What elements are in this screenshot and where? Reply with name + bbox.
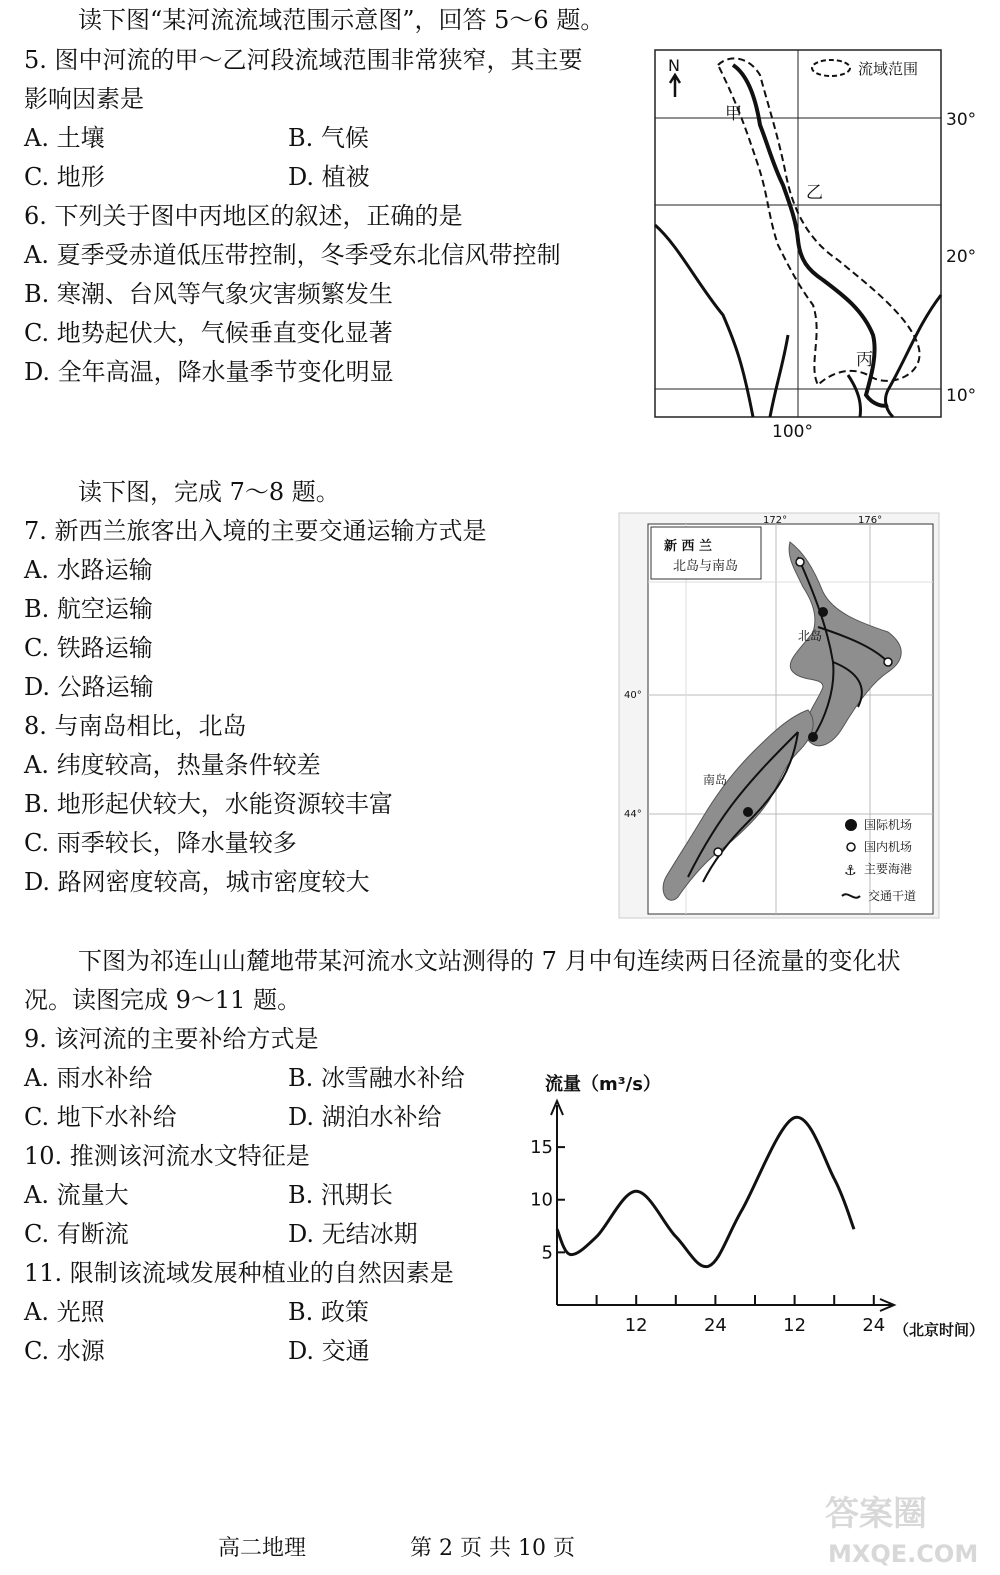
q10-option-a[interactable]: A. 流量大 (24, 1181, 129, 1209)
q8-option-a[interactable]: A. 纬度较高，热量条件较差 (24, 751, 321, 779)
legend-domestic-airport: 国内机场 (864, 840, 913, 854)
q8-option-c[interactable]: C. 雨季较长，降水量较多 (24, 829, 297, 857)
y-tick-label-15: 15 (530, 1137, 553, 1159)
chart-xlabel: （北京时间） (894, 1321, 985, 1339)
x-tick-label-2: 24 (703, 1315, 727, 1336)
q10-option-d[interactable]: D. 无结冰期 (288, 1220, 418, 1248)
q10-option-b[interactable]: B. 汛期长 (288, 1181, 393, 1209)
discharge-chart (530, 1065, 985, 1355)
y-tick-label-10: 10 (530, 1189, 553, 1211)
watermark-logo (820, 1480, 990, 1570)
q7-option-d[interactable]: D. 公路运输 (24, 673, 154, 701)
north-label: N (668, 56, 680, 75)
legend-trunk-road: 交通干道 (868, 889, 917, 903)
footer-page-number: 第 2 页 共 10 页 (410, 1536, 575, 1561)
lat-44-label: 44° (624, 809, 642, 820)
river-basin-map (648, 45, 998, 445)
lon-100-label: 100° (772, 422, 813, 442)
q11-option-d[interactable]: D. 交通 (288, 1337, 370, 1365)
new-zealand-map (618, 512, 948, 922)
legend-main-seaport: 主要海港 (864, 862, 913, 876)
domestic-airport-marker (796, 558, 804, 566)
y-tick-label-5: 5 (541, 1242, 553, 1264)
q7-option-b[interactable]: B. 航空运输 (24, 595, 153, 623)
section-intro-5-6: 读下图“某河流流域范围示意图”，回答 5～6 题。 (78, 6, 605, 34)
q6-option-d[interactable]: D. 全年高温，降水量季节变化明显 (24, 358, 394, 386)
section-intro-7-8: 读下图，完成 7～8 题。 (78, 478, 340, 506)
question-5-stem-cont: 影响因素是 (24, 85, 144, 113)
lat-40-label: 40° (624, 690, 642, 701)
q7-option-c[interactable]: C. 铁路运输 (24, 634, 153, 662)
south-island-label: 南岛 (703, 773, 728, 787)
international-airport-marker (808, 732, 818, 742)
international-airport-marker (818, 607, 828, 617)
q8-option-b[interactable]: B. 地形起伏较大，水能资源较丰富 (24, 790, 393, 818)
question-10-stem: 10. 推测该河流水文特征是 (24, 1142, 310, 1170)
watermark-logo-url: MXQE.COM (828, 1540, 979, 1568)
anchor-icon: ⚓ (844, 863, 857, 879)
lon-172-label: 172° (763, 515, 788, 526)
x-tick-label-1: 12 (624, 1315, 648, 1336)
international-airport-icon (845, 819, 857, 831)
north-island-label: 北岛 (798, 629, 823, 643)
question-6-stem: 6. 下列关于图中丙地区的叙述，正确的是 (24, 202, 463, 230)
place-jia: 甲 (725, 104, 742, 124)
q10-option-c[interactable]: C. 有断流 (24, 1220, 129, 1248)
domestic-airport-icon (847, 843, 855, 851)
question-11-stem: 11. 限制该流域发展种植业的自然因素是 (24, 1259, 454, 1287)
chart-ylabel: 流量（m³/s） (545, 1074, 661, 1095)
q9-option-b[interactable]: B. 冰雪融水补给 (288, 1064, 465, 1092)
footer-subject: 高二地理 (218, 1536, 307, 1561)
q9-option-a[interactable]: A. 雨水补给 (24, 1064, 153, 1092)
domestic-airport-marker (714, 848, 722, 856)
section-intro-9-11-cont: 况。读图完成 9～11 题。 (24, 986, 302, 1014)
nz-title-line1: 新 西 兰 (664, 539, 713, 554)
section-intro-9-11: 下图为祁连山山麓地带某河流水文站测得的 7 月中旬连续两日径流量的变化状 (78, 947, 901, 975)
lat-10-label: 10° (946, 386, 977, 406)
q6-option-b[interactable]: B. 寒潮、台风等气象灾害频繁发生 (24, 280, 393, 308)
x-tick-label-4: 24 (862, 1315, 886, 1336)
lon-176-label: 176° (858, 515, 883, 526)
international-airport-marker (743, 807, 753, 817)
nz-title-line2: 北岛与南岛 (673, 559, 739, 574)
q9-option-c[interactable]: C. 地下水补给 (24, 1103, 177, 1131)
q11-option-b[interactable]: B. 政策 (288, 1298, 369, 1326)
question-7-stem: 7. 新西兰旅客出入境的主要交通运输方式是 (24, 517, 487, 545)
q6-option-c[interactable]: C. 地势起伏大，气候垂直变化显著 (24, 319, 393, 347)
watermark-logo-text: 答案圈 (825, 1494, 927, 1534)
q7-option-a[interactable]: A. 水路运输 (24, 556, 153, 584)
lat-20-label: 20° (946, 247, 977, 267)
basin-legend-label: 流域范围 (858, 60, 919, 78)
q6-option-a[interactable]: A. 夏季受赤道低压带控制，冬季受东北信风带控制 (24, 241, 561, 269)
q5-option-c[interactable]: C. 地形 (24, 163, 105, 191)
question-5-stem: 5. 图中河流的甲～乙河段流域范围非常狭窄，其主要 (24, 46, 583, 74)
q9-option-d[interactable]: D. 湖泊水补给 (288, 1103, 442, 1131)
q8-option-d[interactable]: D. 路网密度较高，城市密度较大 (24, 868, 370, 896)
chart-ticks (530, 1137, 885, 1336)
question-9-stem: 9. 该河流的主要补给方式是 (24, 1025, 319, 1053)
q11-option-c[interactable]: C. 水源 (24, 1337, 105, 1365)
q5-option-d[interactable]: D. 植被 (288, 163, 370, 191)
q5-option-a[interactable]: A. 土壤 (24, 124, 105, 152)
place-bing: 丙 (856, 350, 873, 370)
question-8-stem: 8. 与南岛相比，北岛 (24, 712, 247, 740)
q5-option-b[interactable]: B. 气候 (288, 124, 369, 152)
place-yi: 乙 (806, 183, 823, 203)
lat-30-label: 30° (946, 110, 977, 130)
legend-international-airport: 国际机场 (864, 818, 913, 832)
x-tick-label-3: 12 (783, 1315, 807, 1336)
q11-option-a[interactable]: A. 光照 (24, 1298, 105, 1326)
domestic-airport-marker (884, 658, 892, 666)
discharge-series-line (557, 1117, 854, 1266)
